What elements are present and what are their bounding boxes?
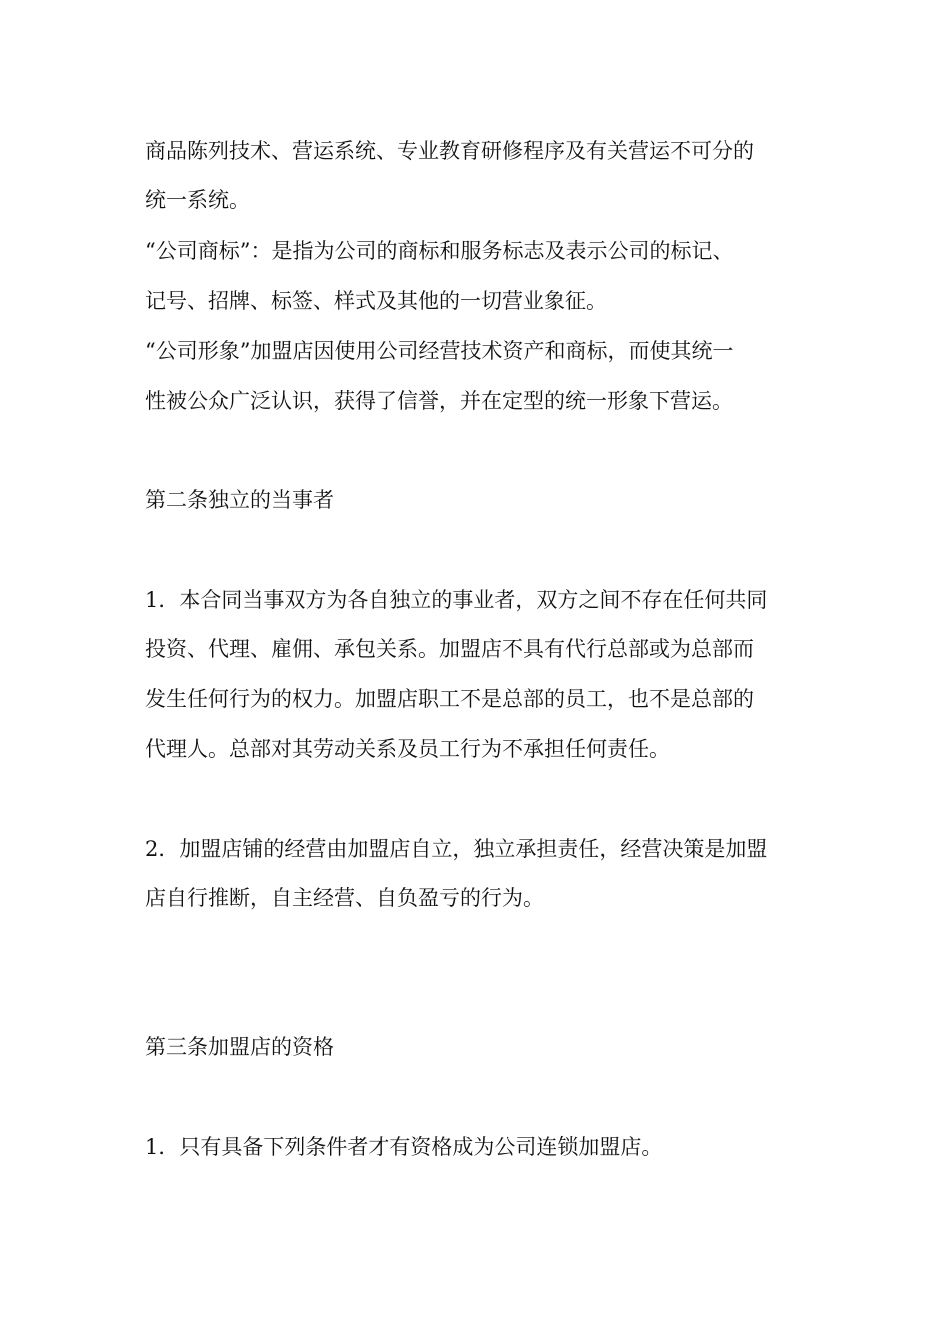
text-line: 2．加盟店铺的经营由加盟店自立，独立承担责任，经营决策是加盟: [145, 837, 768, 861]
text-line: 性被公众广泛认识，获得了信誉，并在定型的统一形象下营运。: [145, 389, 733, 413]
text-line: 统一系统。: [145, 188, 250, 212]
text-line: 记号、招牌、标签、样式及其他的一切营业象征。: [145, 289, 607, 313]
text-line: 代理人。总部对其劳动关系及员工行为不承担任何责任。: [145, 737, 670, 761]
text-line: 投资、代理、雇佣、承包关系。加盟店不具有代行总部或为总部而: [145, 637, 754, 661]
text-line: 发生任何行为的权力。加盟店职工不是总部的员工，也不是总部的: [145, 687, 754, 711]
text-line: “公司形象”加盟店因使用公司经营技术资产和商标，而使其统一: [145, 339, 734, 363]
section-heading: 第二条独立的当事者: [145, 488, 334, 512]
text-line: 店自行推断，自主经营、自负盈亏的行为。: [145, 886, 544, 910]
text-line: 1．本合同当事双方为各自独立的事业者，双方之间不存在任何共同: [145, 588, 768, 612]
text-line: 1．只有具备下列条件者才有资格成为公司连锁加盟店。: [145, 1135, 663, 1159]
text-line: “公司商标”：是指为公司的商标和服务标志及表示公司的标记、: [145, 239, 734, 263]
section-heading: 第三条加盟店的资格: [145, 1035, 334, 1059]
text-line: 商品陈列技术、营运系统、专业教育研修程序及有关营运不可分的: [145, 139, 754, 163]
